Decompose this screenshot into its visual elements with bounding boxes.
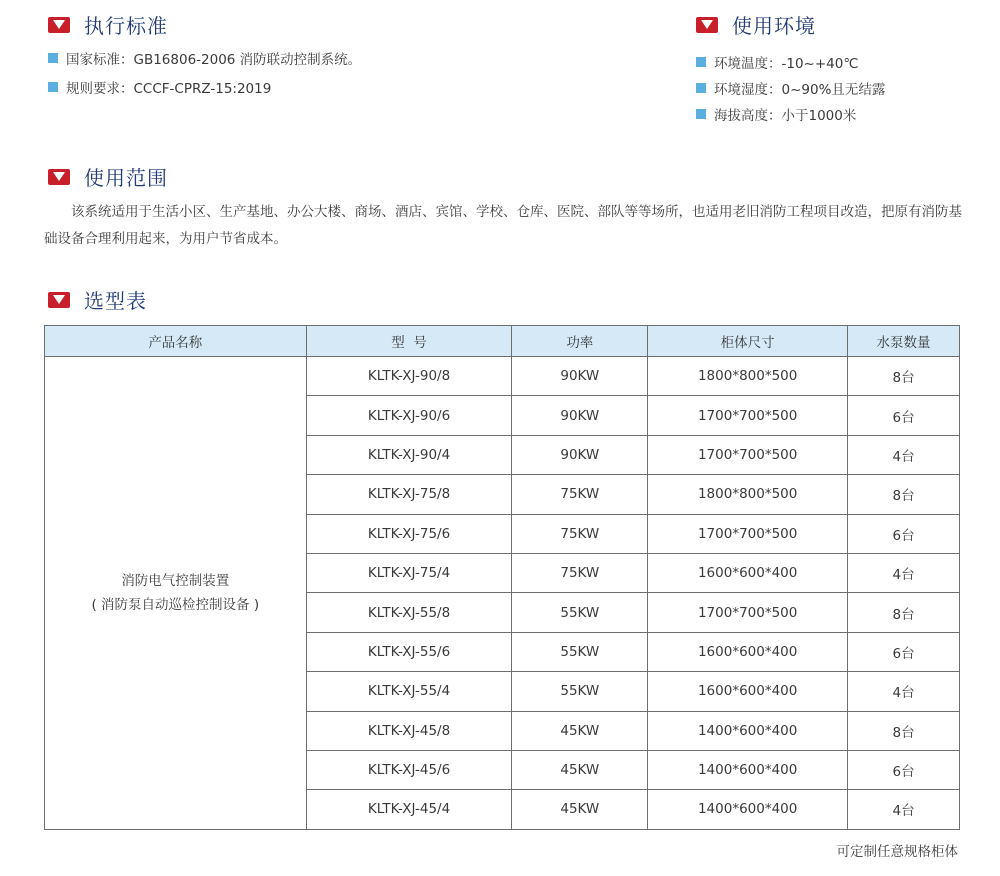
cell-pump-count: 4台 <box>848 790 960 829</box>
list-item-text: 海拔高度：小于1000米 <box>714 108 857 124</box>
section-title-text: 执行标准 <box>84 14 168 38</box>
cell-model: KLTK-XJ-75/6 <box>306 514 512 553</box>
list-item-text: 环境温度：-10~+40℃ <box>714 56 859 72</box>
list-item-text: 国家标准：GB16806-2006 消防联动控制系统。 <box>66 52 362 68</box>
cell-pump-count: 4台 <box>848 672 960 711</box>
list-item <box>696 75 885 101</box>
section-title-text: 选型表 <box>84 289 147 313</box>
cell-cabinet-size: 1700*700*500 <box>648 435 848 474</box>
cell-pump-count: 6台 <box>848 514 960 553</box>
cell-pump-count: 8台 <box>848 357 960 396</box>
footnote: 可定制任意规格柜体 <box>836 844 958 860</box>
selection-table <box>44 325 960 830</box>
cell-pump-count: 8台 <box>848 475 960 514</box>
scope-paragraph: 该系统适用于生活小区、生产基地、办公大楼、商场、酒店、宾馆、学校、仓库、医院、部队等等场所，也适用老旧消防工程项目改造，把原有消防基础设备合理利用起来，为用户节省成本。 <box>44 204 962 247</box>
cell-power: 75KW <box>512 553 648 592</box>
square-bullet-icon <box>696 109 706 119</box>
square-bullet-icon <box>48 53 58 63</box>
cell-power: 55KW <box>512 632 648 671</box>
cell-cabinet-size: 1700*700*500 <box>648 396 848 435</box>
cell-power: 90KW <box>512 357 648 396</box>
cell-power: 45KW <box>512 790 648 829</box>
cell-cabinet-size: 1800*800*500 <box>648 357 848 396</box>
cell-model: KLTK-XJ-90/4 <box>306 435 512 474</box>
section-title-scope <box>48 162 168 191</box>
section-title-selection <box>48 285 147 314</box>
cell-cabinet-size: 1600*600*400 <box>648 553 848 592</box>
cell-pump-count: 4台 <box>848 435 960 474</box>
triangle-down-icon <box>696 17 718 33</box>
list-item-text: 规则要求：CCCF-CPRZ-15:2019 <box>66 81 272 97</box>
table-header-row <box>45 326 960 357</box>
list-item <box>696 49 885 75</box>
cell-model: KLTK-XJ-55/8 <box>306 593 512 632</box>
square-bullet-icon <box>696 83 706 93</box>
section-title-text: 使用环境 <box>732 14 816 38</box>
cell-power: 90KW <box>512 435 648 474</box>
cell-pump-count: 8台 <box>848 593 960 632</box>
cell-cabinet-size: 1600*600*400 <box>648 632 848 671</box>
cell-model: KLTK-XJ-45/8 <box>306 711 512 750</box>
header-cabinet-size: 柜体尺寸 <box>648 326 848 357</box>
table-row <box>45 357 960 396</box>
cell-power: 55KW <box>512 593 648 632</box>
section-title-standard <box>48 10 168 39</box>
product-name-cell <box>45 357 307 830</box>
cell-cabinet-size: 1400*600*400 <box>648 790 848 829</box>
cell-pump-count: 8台 <box>848 711 960 750</box>
triangle-down-icon <box>48 292 70 308</box>
product-name-line1: 消防电气控制装置 <box>121 572 230 589</box>
cell-power: 75KW <box>512 475 648 514</box>
cell-pump-count: 4台 <box>848 553 960 592</box>
cell-cabinet-size: 1800*800*500 <box>648 475 848 514</box>
cell-model: KLTK-XJ-55/6 <box>306 632 512 671</box>
cell-cabinet-size: 1400*600*400 <box>648 750 848 789</box>
cell-model: KLTK-XJ-45/4 <box>306 790 512 829</box>
triangle-down-icon <box>48 169 70 185</box>
cell-pump-count: 6台 <box>848 750 960 789</box>
product-name-line2: ( 消防泵自动巡检控制设备 ) <box>91 596 260 613</box>
triangle-down-icon <box>48 17 70 33</box>
cell-cabinet-size: 1600*600*400 <box>648 672 848 711</box>
cell-pump-count: 6台 <box>848 632 960 671</box>
list-item <box>48 45 361 71</box>
list-item <box>48 74 361 100</box>
header-model: 型 号 <box>306 326 512 357</box>
cell-model: KLTK-XJ-75/8 <box>306 475 512 514</box>
cell-model: KLTK-XJ-90/6 <box>306 396 512 435</box>
cell-cabinet-size: 1700*700*500 <box>648 514 848 553</box>
cell-pump-count: 6台 <box>848 396 960 435</box>
header-pump-count: 水泵数量 <box>848 326 960 357</box>
cell-model: KLTK-XJ-55/4 <box>306 672 512 711</box>
square-bullet-icon <box>696 57 706 67</box>
cell-model: KLTK-XJ-90/8 <box>306 357 512 396</box>
cell-power: 75KW <box>512 514 648 553</box>
cell-power: 45KW <box>512 750 648 789</box>
cell-power: 55KW <box>512 672 648 711</box>
section-title-environment <box>696 10 816 39</box>
list-item <box>696 101 885 127</box>
cell-model: KLTK-XJ-75/4 <box>306 553 512 592</box>
cell-cabinet-size: 1400*600*400 <box>648 711 848 750</box>
cell-model: KLTK-XJ-45/6 <box>306 750 512 789</box>
section-title-text: 使用范围 <box>84 166 168 190</box>
header-product-name: 产品名称 <box>45 326 307 357</box>
cell-power: 45KW <box>512 711 648 750</box>
cell-power: 90KW <box>512 396 648 435</box>
environment-list <box>696 49 885 127</box>
header-power: 功率 <box>512 326 648 357</box>
list-item-text: 环境湿度：0~90%且无结露 <box>714 82 886 98</box>
square-bullet-icon <box>48 82 58 92</box>
cell-cabinet-size: 1700*700*500 <box>648 593 848 632</box>
standard-list <box>48 45 361 100</box>
